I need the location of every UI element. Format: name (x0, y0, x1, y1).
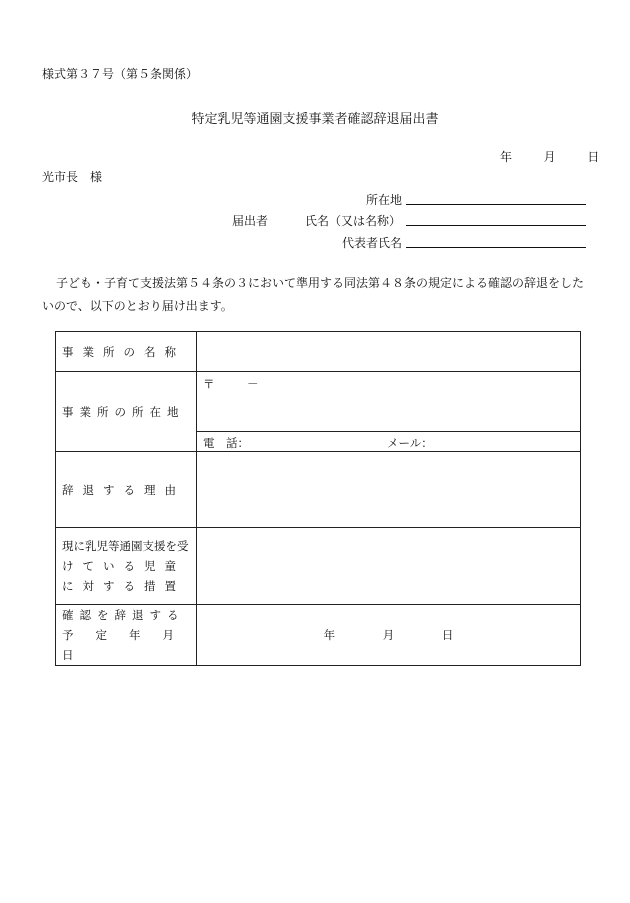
name-label: 氏名（又は名称） (305, 214, 402, 228)
facility-address-label-cell (56, 372, 197, 452)
withdrawal-form-table (55, 331, 581, 666)
form-number: 様式第３７号（第５条関係） (42, 67, 199, 81)
header-date (500, 148, 599, 165)
facility-address-label: 事業所の所在地 (62, 404, 185, 419)
body-text: 子ども・子育て支援法第５４条の３において準用する同法第４８条の規定による確認の辞退をしたいので、以下のとおり届け出ます。 (42, 276, 585, 313)
measures-label-line1: 現に乳児等通園支援を受 (62, 539, 189, 553)
header-date-day: 日 (587, 150, 600, 164)
reason-label-cell (56, 452, 197, 528)
measures-label-line2: けている児童 (62, 559, 185, 573)
representative-field[interactable] (406, 234, 586, 248)
postal-mark: 〒 (203, 377, 215, 391)
phone-label: 電 話： (203, 436, 249, 450)
measures-field[interactable] (197, 528, 581, 605)
facility-name-field[interactable] (197, 332, 581, 372)
reason-field[interactable] (197, 452, 581, 528)
location-label: 所在地 (366, 193, 403, 207)
scheduled-date-label-cell (56, 605, 197, 666)
scheduled-date-label-line2: 予定年月日 (62, 628, 196, 662)
location-field[interactable] (406, 191, 586, 205)
filer-label: 届出者 (232, 214, 269, 228)
header-date-month: 月 (543, 150, 556, 164)
reason-label: 辞退する理由 (62, 482, 185, 497)
header-date-year: 年 (500, 150, 513, 164)
document-title: 特定乳児等通園支援事業者確認辞退届出書 (191, 112, 439, 127)
scheduled-month: 月 (382, 628, 395, 642)
addressee: 光市長 様 (42, 170, 103, 184)
facility-name-label-cell (56, 332, 197, 372)
measures-label-cell (56, 528, 197, 605)
postal-dash: － (247, 377, 259, 391)
measures-label-line3: に対する措置 (62, 579, 185, 593)
email-label: メール： (387, 436, 433, 450)
representative-label: 代表者氏名 (342, 236, 403, 250)
contact-field[interactable] (197, 432, 581, 452)
scheduled-day: 日 (441, 628, 454, 642)
scheduled-date-field[interactable] (197, 605, 581, 666)
name-field[interactable] (406, 212, 586, 226)
scheduled-date-label-line1: 確認を辞退する (62, 608, 185, 622)
facility-name-label: 事業所の名称 (62, 344, 185, 359)
scheduled-year: 年 (323, 628, 336, 642)
facility-address-field[interactable] (197, 372, 581, 432)
